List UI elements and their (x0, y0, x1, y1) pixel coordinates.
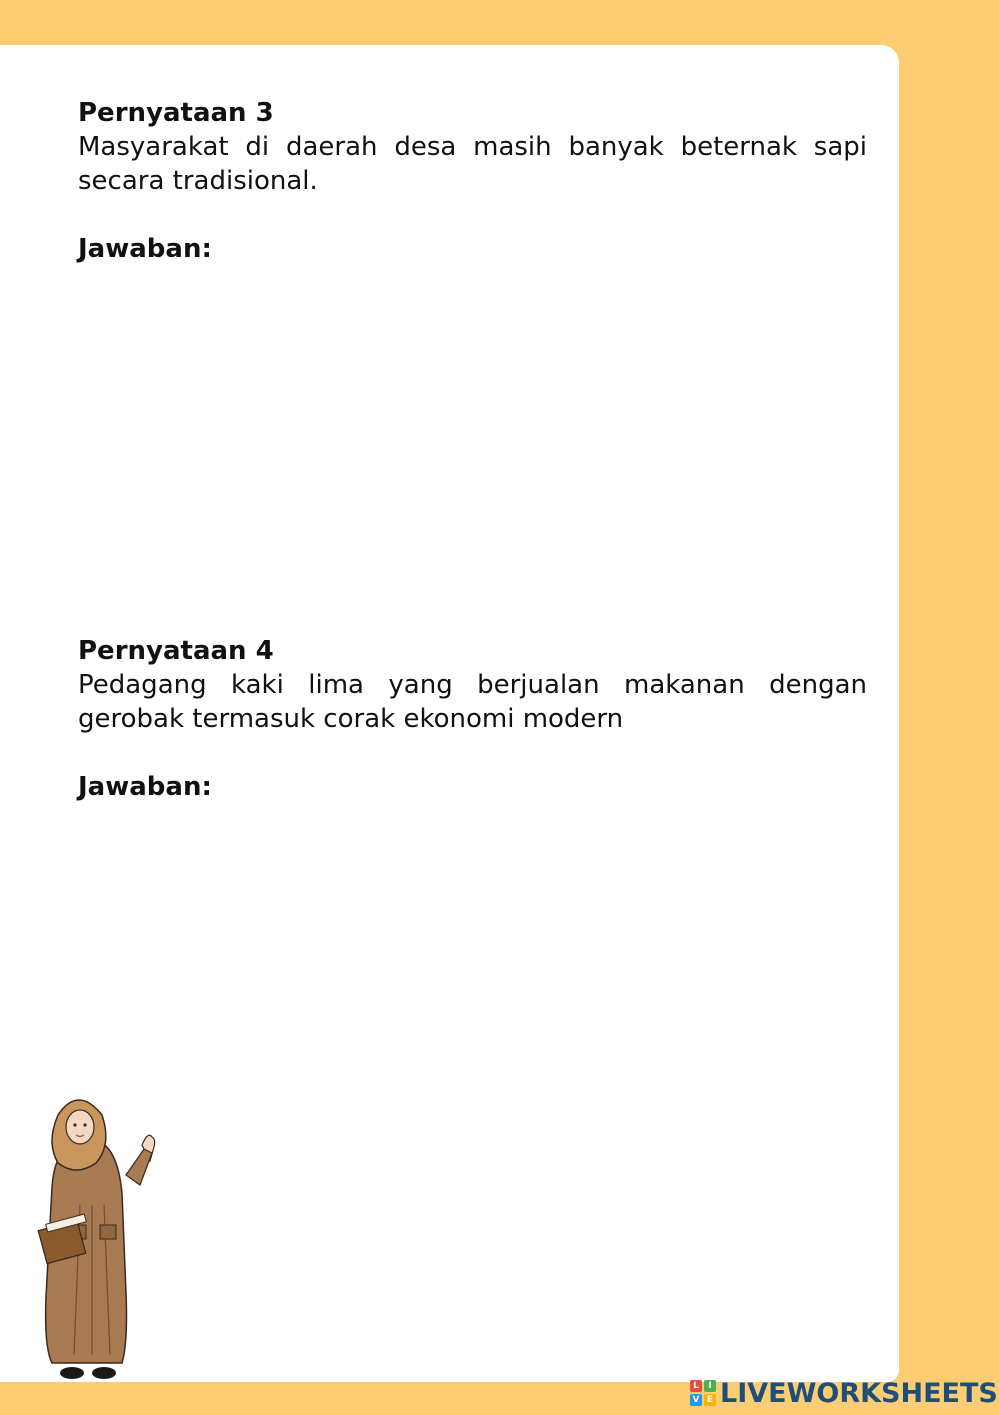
logo-letter-e: E (704, 1394, 716, 1406)
liveworksheets-wordmark: LIVEWORKSHEETS (720, 1377, 998, 1409)
teacher-hijab-illustration (30, 1085, 170, 1385)
statement-4-answer-area[interactable] (78, 804, 867, 1104)
statement-4-answer-label: Jawaban: (78, 772, 212, 802)
liveworksheets-brand[interactable] (690, 1375, 998, 1411)
statement-4-text: Pedagang kaki lima yang berjualan makanan dengan gerobak termasuk corak ekonomi modern (78, 670, 867, 734)
logo-letter-l: L (690, 1380, 702, 1392)
liveworksheets-logo-icon (690, 1380, 716, 1406)
statement-3-title: Pernyataan 3 (78, 98, 274, 128)
statement-3-block (78, 96, 867, 566)
statement-4-title: Pernyataan 4 (78, 636, 274, 666)
statement-3-answer-area[interactable] (78, 266, 867, 566)
statement-3-answer-label: Jawaban: (78, 234, 212, 264)
statement-3-text: Masyarakat di daerah desa masih banyak beternak sapi secara tradisional. (78, 132, 867, 196)
logo-letter-v: V (690, 1394, 702, 1406)
logo-letter-i: I (704, 1380, 716, 1392)
statement-4-block (78, 634, 867, 1104)
